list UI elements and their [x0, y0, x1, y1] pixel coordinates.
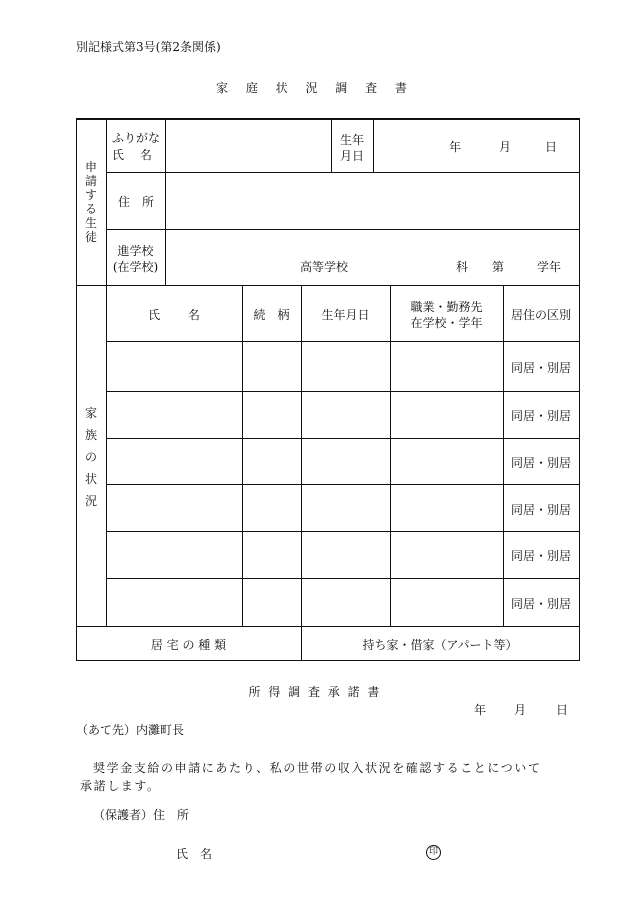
family-header-occupation-2: 在学校・学年: [410, 316, 483, 330]
school-label-2: (在学校): [112, 260, 159, 274]
form-number: 別記様式第3号(第2条関係): [76, 40, 221, 54]
residence-type-value: 持ち家・借家（アパート等）: [362, 638, 518, 652]
consent-addressee: （あて先）内灘町長: [76, 723, 185, 737]
grade-prefix-label: 第: [492, 260, 505, 274]
birth-month-label: 月: [499, 140, 512, 154]
birth-label-1: 生年: [339, 133, 364, 147]
document-title: 家 庭 状 況 調 査 書: [216, 81, 414, 95]
consent-date-month: 月: [514, 703, 527, 717]
course-label: 科: [456, 260, 469, 274]
birth-year-label: 年: [449, 140, 462, 154]
guardian-name-label: 氏 名: [176, 847, 213, 861]
family-header-occupation-1: 職業・勤務先: [410, 300, 483, 314]
consent-date-year: 年: [474, 703, 487, 717]
family-header-birth: 生年月日: [321, 308, 370, 322]
family-row-residence: 同居・別居: [510, 549, 571, 563]
family-header-name: 氏 名: [148, 308, 200, 322]
family-header-relation: 続 柄: [253, 308, 290, 322]
family-header-residence: 居住の区別: [510, 308, 571, 322]
family-row-residence: 同居・別居: [510, 503, 571, 517]
family-section-label: 家族の状況: [84, 406, 97, 508]
address-label: 住 所: [118, 195, 155, 209]
grade-suffix-label: 学年: [537, 260, 562, 274]
family-row-residence: 同居・別居: [510, 597, 571, 611]
school-label-1: 進学校: [117, 244, 154, 258]
consent-body-line1: 奨学金支給の申請にあたり、私の世帯の収入状況を確認することについて: [93, 761, 542, 775]
applicant-name-label: 氏 名: [112, 148, 152, 162]
family-row-residence: 同居・別居: [510, 456, 571, 470]
family-row-residence: 同居・別居: [510, 409, 571, 423]
furigana-label: ふりがな: [112, 131, 161, 145]
family-row-residence: 同居・別居: [510, 361, 571, 375]
consent-body-line2: 承諾します。: [80, 779, 161, 793]
birth-day-label: 日: [545, 140, 558, 154]
consent-title: 所 得 調 査 承 諾 書: [248, 685, 382, 699]
high-school-label: 高等学校: [300, 260, 349, 274]
residence-type-label: 居 宅 の 種 類: [150, 638, 227, 652]
birth-label-2: 月日: [339, 149, 364, 163]
applicant-section-label: 申請する生徒: [84, 160, 97, 244]
seal-mark-icon: 印: [426, 845, 441, 860]
consent-date-day: 日: [556, 703, 569, 717]
guardian-address-label: （保護者）住 所: [93, 808, 190, 822]
